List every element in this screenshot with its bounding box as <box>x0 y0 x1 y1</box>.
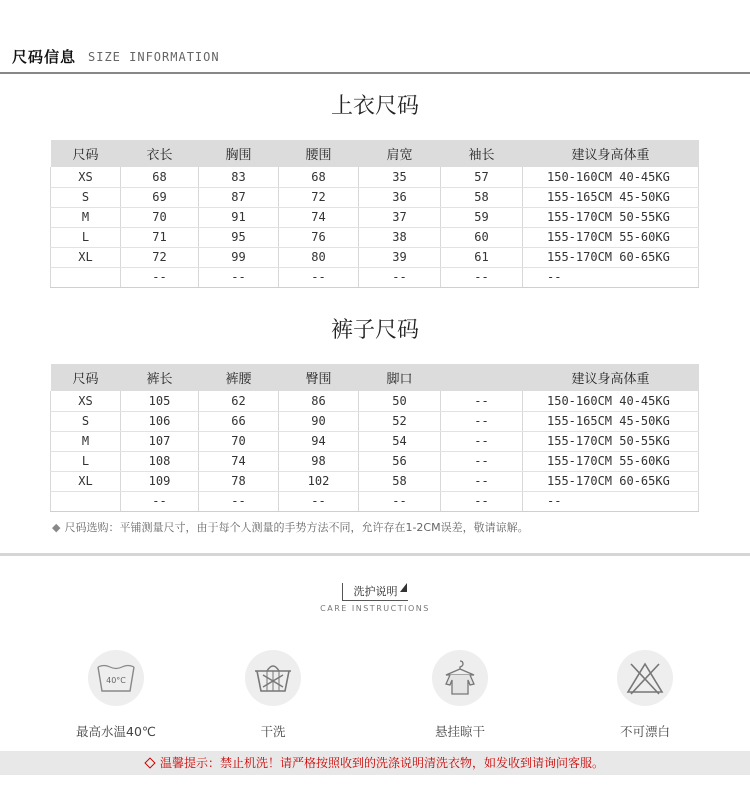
measure-cell: -- <box>441 431 523 451</box>
column-header: 肩宽 <box>359 140 441 167</box>
measure-cell: 37 <box>359 207 441 227</box>
section-subtitle: SIZE INFORMATION <box>88 50 220 64</box>
column-header: 尺码 <box>51 140 121 167</box>
measure-cell: 76 <box>279 227 359 247</box>
measure-cell: 61 <box>441 247 523 267</box>
hang-dry-shirt-icon <box>432 650 488 706</box>
measure-cell: 69 <box>121 187 199 207</box>
measure-cell: 60 <box>441 227 523 247</box>
table-row <box>51 267 699 287</box>
recommend-cell: -- <box>523 491 699 511</box>
measure-cell: 106 <box>121 411 199 431</box>
column-header: 建议身高体重 <box>523 364 699 391</box>
recommend-cell: 155-170CM 50-55KG <box>523 207 699 227</box>
column-header: 裤长 <box>121 364 199 391</box>
measure-cell: 90 <box>279 411 359 431</box>
measure-cell: 57 <box>441 167 523 187</box>
size-cell: XS <box>51 391 121 411</box>
measure-cell: 87 <box>199 187 279 207</box>
measure-cell: -- <box>441 411 523 431</box>
column-header: 腰围 <box>279 140 359 167</box>
pants-size-title: 裤子尺码 <box>330 318 419 343</box>
column-header: 脚口 <box>359 364 441 391</box>
care-label: 洗护说明 <box>342 583 408 601</box>
measure-cell: 62 <box>199 391 279 411</box>
measure-cell: 71 <box>121 227 199 247</box>
measure-cell: -- <box>199 491 279 511</box>
measure-cell: 86 <box>279 391 359 411</box>
measure-cell: 80 <box>279 247 359 267</box>
column-header: 臀围 <box>279 364 359 391</box>
section-title: 尺码信息 <box>12 48 77 66</box>
diamond-icon: ◆ <box>52 521 61 534</box>
measure-cell: 74 <box>279 207 359 227</box>
measure-cell: 36 <box>359 187 441 207</box>
size-cell: XL <box>51 471 121 491</box>
table-row <box>51 247 699 267</box>
measure-cell: 108 <box>121 451 199 471</box>
recommend-cell: 155-165CM 45-50KG <box>523 411 699 431</box>
measure-cell: 72 <box>279 187 359 207</box>
care-label-wash-temp: 最高水温40℃ <box>76 724 156 739</box>
measure-cell: 50 <box>359 391 441 411</box>
measure-cell: -- <box>359 267 441 287</box>
measure-cell: 98 <box>279 451 359 471</box>
measure-cell: 95 <box>199 227 279 247</box>
measure-cell: 105 <box>121 391 199 411</box>
measure-cell: -- <box>121 267 199 287</box>
measure-cell: 91 <box>199 207 279 227</box>
recommend-cell: 150-160CM 40-45KG <box>523 167 699 187</box>
measure-cell: 68 <box>121 167 199 187</box>
column-header: 尺码 <box>51 364 121 391</box>
care-item-hang-dry <box>400 650 520 740</box>
table-header-row <box>51 140 699 167</box>
table-row <box>51 491 699 511</box>
measure-cell: 58 <box>359 471 441 491</box>
care-item-wash-temp <box>56 650 176 740</box>
measure-cell: 38 <box>359 227 441 247</box>
recommend-cell: 155-170CM 60-65KG <box>523 471 699 491</box>
measure-cell: 70 <box>199 431 279 451</box>
care-subtitle: CARE INSTRUCTIONS <box>320 604 430 613</box>
size-cell: XS <box>51 167 121 187</box>
measure-cell: 68 <box>279 167 359 187</box>
column-header: 袖长 <box>441 140 523 167</box>
column-header: 建议身高体重 <box>523 140 699 167</box>
column-header: 衣长 <box>121 140 199 167</box>
measure-cell: 39 <box>359 247 441 267</box>
top-size-title: 上衣尺码 <box>330 94 419 119</box>
size-note-text: 尺码选购：平铺测量尺寸，由于每个人测量的手势方法不同，允许存在1-2CM误差，敬请谅解。 <box>64 521 529 534</box>
no-bleach-icon <box>617 650 673 706</box>
header-divider <box>0 72 750 74</box>
care-item-dry-clean <box>213 650 333 740</box>
size-cell: M <box>51 207 121 227</box>
measure-cell: 99 <box>199 247 279 267</box>
recommend-cell: 155-170CM 50-55KG <box>523 431 699 451</box>
measure-cell: 66 <box>199 411 279 431</box>
measure-cell: 35 <box>359 167 441 187</box>
table-row <box>51 431 699 451</box>
care-item-no-bleach <box>585 650 705 740</box>
measure-cell: -- <box>121 491 199 511</box>
svg-text:40°C: 40°C <box>106 676 126 685</box>
measure-cell: 58 <box>441 187 523 207</box>
table-row <box>51 391 699 411</box>
warning-bar <box>0 751 750 775</box>
recommend-cell: -- <box>523 267 699 287</box>
size-cell: S <box>51 411 121 431</box>
table-header-row <box>51 364 699 391</box>
table-row <box>51 187 699 207</box>
table-row <box>51 227 699 247</box>
column-header: 裤腰 <box>199 364 279 391</box>
care-label-hang-dry: 悬挂晾干 <box>434 724 485 739</box>
recommend-cell: 150-160CM 40-45KG <box>523 391 699 411</box>
measure-cell: 52 <box>359 411 441 431</box>
measure-cell: -- <box>441 391 523 411</box>
measure-cell: 56 <box>359 451 441 471</box>
measure-cell: 54 <box>359 431 441 451</box>
measure-cell: 72 <box>121 247 199 267</box>
care-label-dry-clean: 干洗 <box>260 724 286 739</box>
table-row <box>51 167 699 187</box>
measure-cell: -- <box>359 491 441 511</box>
measure-cell: 109 <box>121 471 199 491</box>
column-header: 胸围 <box>199 140 279 167</box>
recommend-cell: 155-165CM 45-50KG <box>523 187 699 207</box>
table-row <box>51 471 699 491</box>
measure-cell: 107 <box>121 431 199 451</box>
size-cell: M <box>51 431 121 451</box>
washtub-40c-icon <box>88 650 144 706</box>
measure-cell: -- <box>441 471 523 491</box>
measure-cell: -- <box>279 491 359 511</box>
measure-cell: -- <box>441 267 523 287</box>
measure-cell: -- <box>441 451 523 471</box>
top-size-table <box>50 140 699 288</box>
measure-cell: 74 <box>199 451 279 471</box>
measure-cell: 102 <box>279 471 359 491</box>
warning-text: 温馨提示：禁止机洗！请严格按照收到的洗涤说明清洗衣物，如发收到请询问客服。 <box>159 756 604 770</box>
measure-cell: 83 <box>199 167 279 187</box>
measure-cell: -- <box>441 491 523 511</box>
size-cell: S <box>51 187 121 207</box>
recommend-cell: 155-170CM 55-60KG <box>523 451 699 471</box>
care-label-no-bleach: 不可漂白 <box>619 724 670 739</box>
recommend-cell: 155-170CM 55-60KG <box>523 227 699 247</box>
recommend-cell: 155-170CM 60-65KG <box>523 247 699 267</box>
column-header <box>441 364 523 391</box>
measure-cell: 59 <box>441 207 523 227</box>
measure-cell: -- <box>199 267 279 287</box>
size-note <box>52 519 529 535</box>
corner-mark-icon <box>400 583 407 592</box>
measure-cell: 78 <box>199 471 279 491</box>
table-row <box>51 411 699 431</box>
size-cell <box>51 491 121 511</box>
measure-cell: 94 <box>279 431 359 451</box>
size-cell <box>51 267 121 287</box>
diamond-outline-icon <box>144 757 155 768</box>
section-header <box>0 0 750 74</box>
table-row <box>51 207 699 227</box>
table-row <box>51 451 699 471</box>
measure-cell: -- <box>279 267 359 287</box>
pants-size-table <box>50 364 699 512</box>
section-divider <box>0 553 750 556</box>
size-cell: XL <box>51 247 121 267</box>
size-cell: L <box>51 451 121 471</box>
dry-clean-basket-icon <box>245 650 301 706</box>
measure-cell: 70 <box>121 207 199 227</box>
size-cell: L <box>51 227 121 247</box>
